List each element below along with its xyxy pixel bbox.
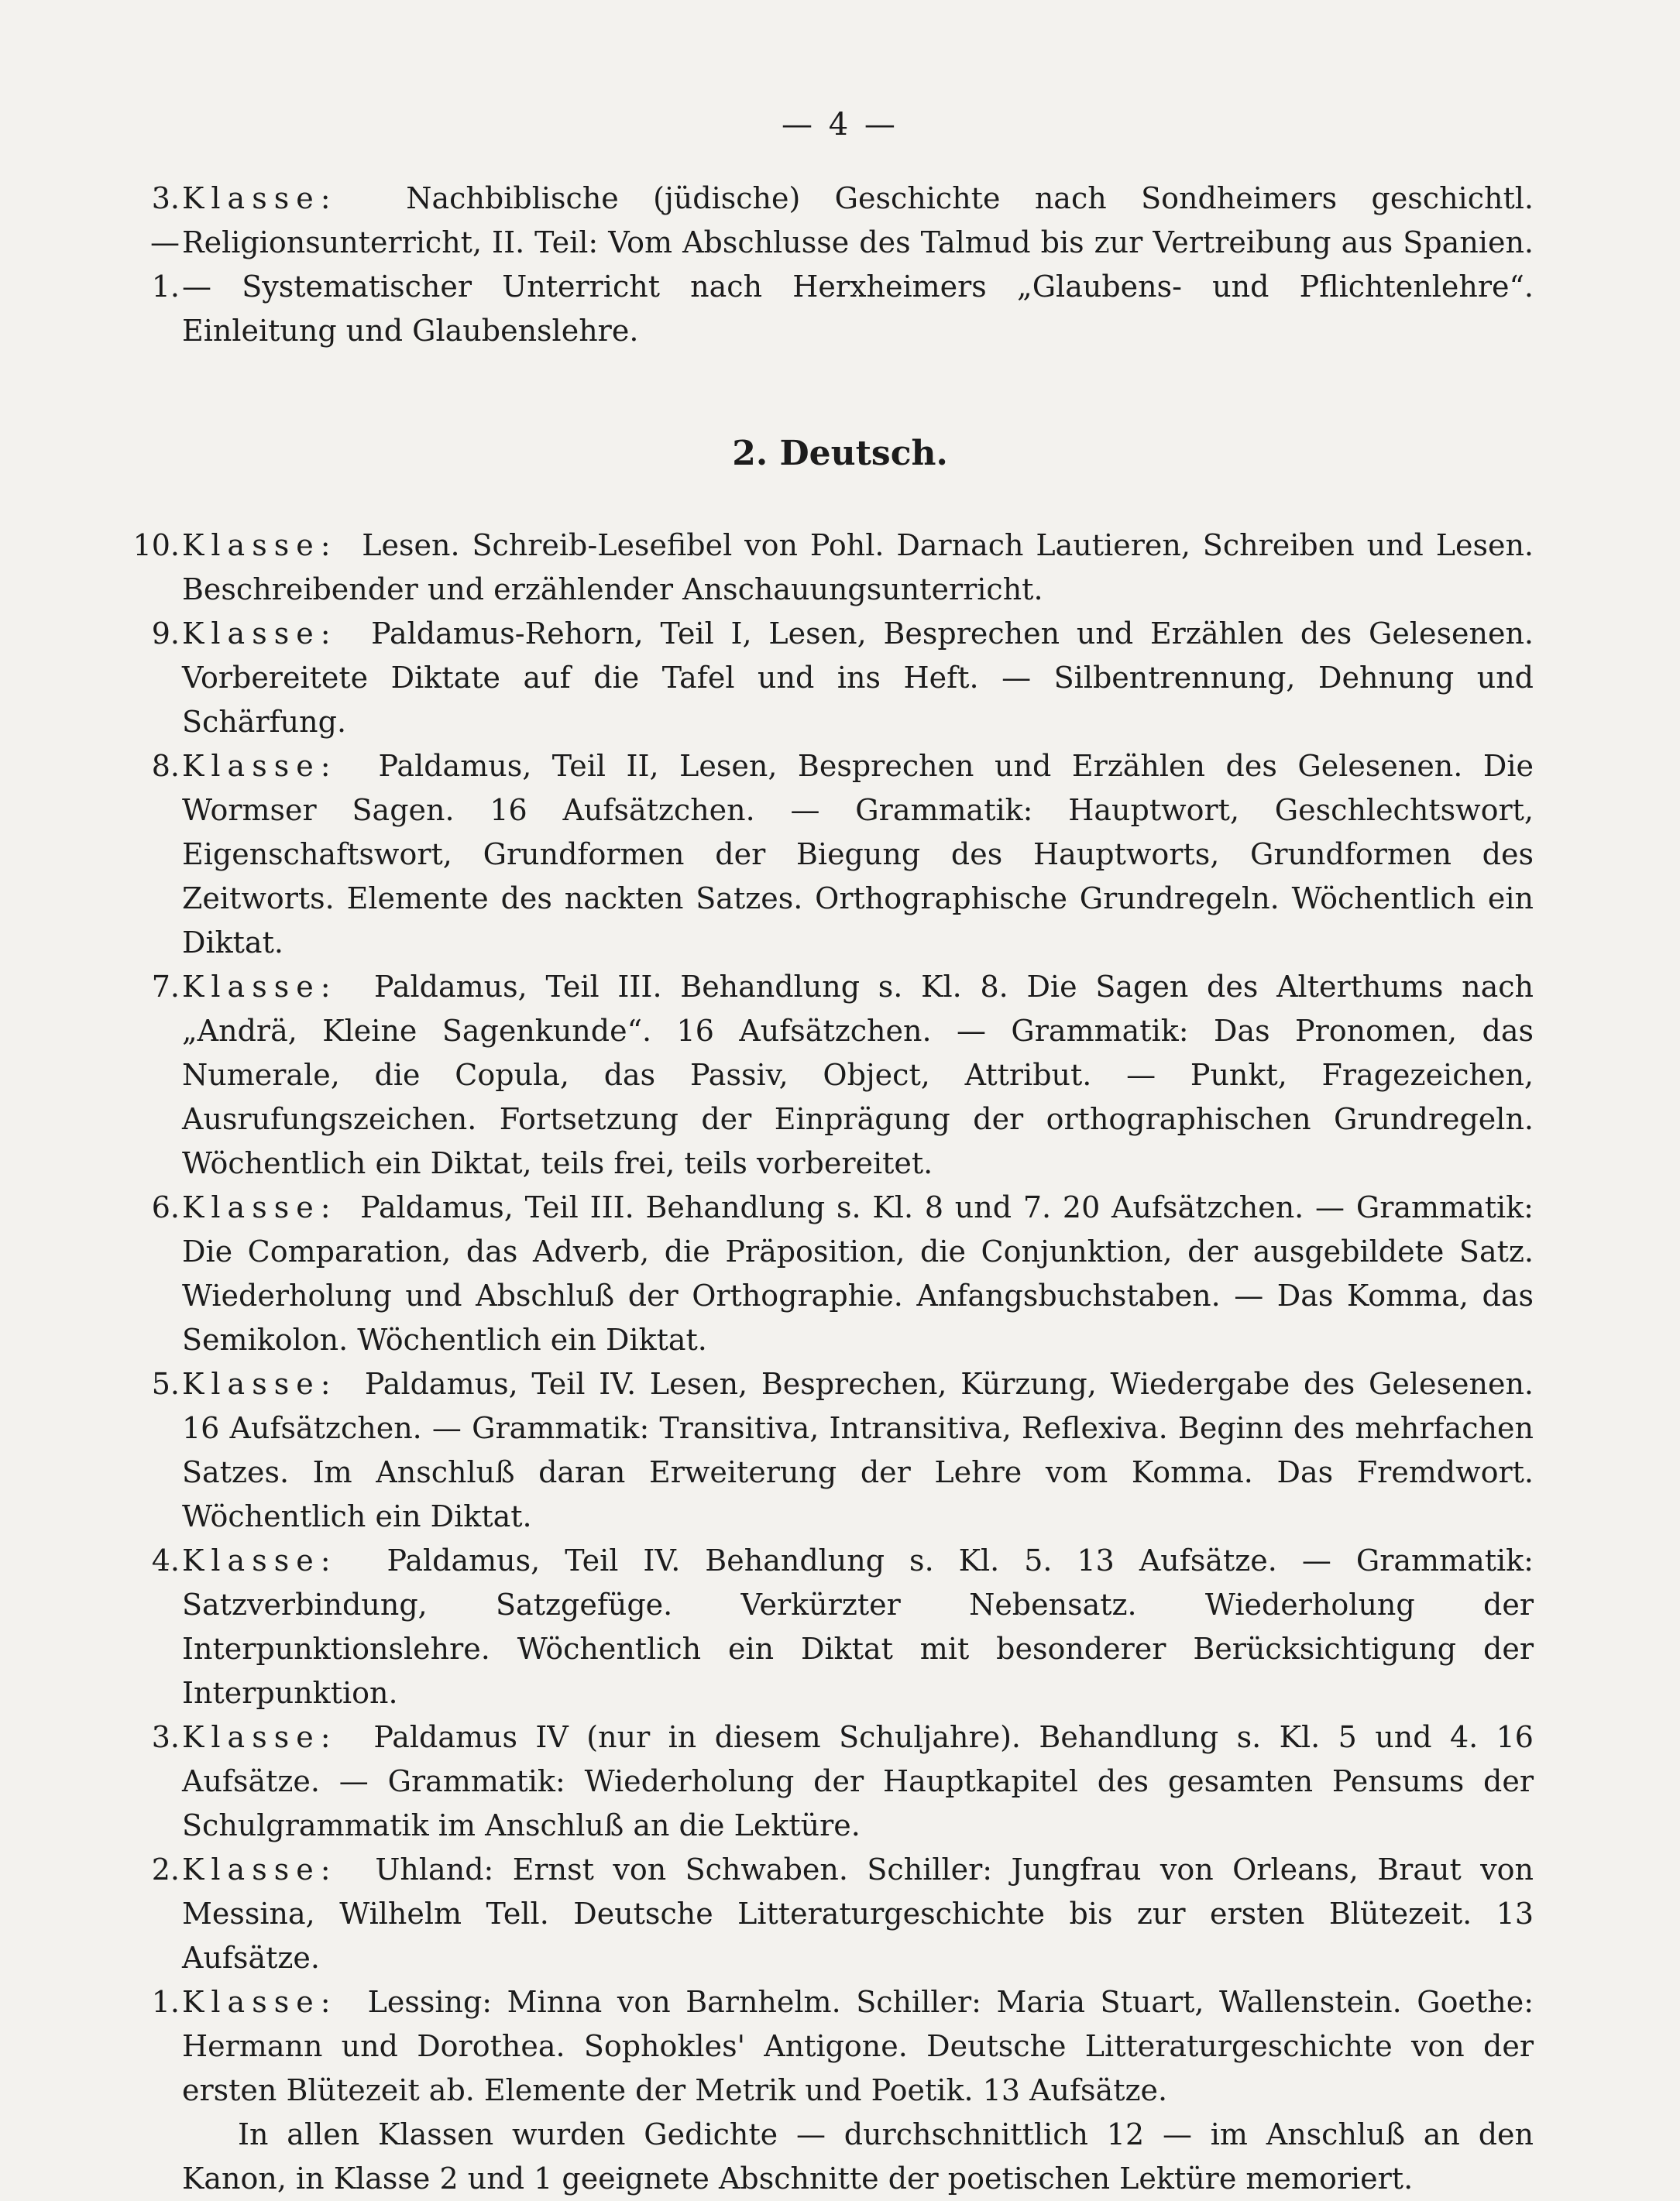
entry-text: Paldamus-Rehorn, Teil I, Lesen, Besprechen und Erzählen des Gelesenen. Vorbereitete Diktate auf die Tafel und ins Heft. — Silbentrennung, Dehnung und Schärfung. [182, 616, 1534, 739]
page-number: — 4 — [782, 107, 898, 142]
entry-text: Uhland: Ernst von Schwaben. Schiller: Jungfrau von Orleans, Braut von Messina, Wilhelm Tell. Deutsche Litteraturgeschichte bis zur ersten Blütezeit. 13 Aufsätze. [182, 1852, 1534, 1975]
entry-text: Lesen. Schreib-Lesefibel von Pohl. Darnach Lautieren, Schreiben und Lesen. Beschreibender und erzählender Anschauungsunterricht. [182, 528, 1534, 606]
class-entry-5 [124, 1362, 1534, 1539]
entry-text: Paldamus, Teil IV. Behandlung s. Kl. 5. 13 Aufsätze. — Grammatik: Satzverbindung, Satzgefüge. Verkürzter Nebensatz. Wiederholung der Interpunktionslehre. Wöchentlich ein Diktat mit besonderer Berücksichtigung der Interpunktion. [182, 1543, 1534, 1710]
klasse-label: Klasse: [182, 1190, 338, 1224]
class-entry-3 [124, 1715, 1534, 1848]
klasse-label: Klasse: [182, 1367, 338, 1401]
religion-section [124, 177, 1534, 353]
entry-number: 10. [132, 528, 180, 562]
class-entry-1 [124, 1980, 1534, 2113]
klasse-label: Klasse: [182, 749, 338, 783]
entry-number: 3.—1. [150, 181, 180, 304]
klasse-label: Klasse: [182, 970, 338, 1004]
closing-paragraph: In allen Klassen wurden Gedichte — durchschnittlich 12 — im Anschluß an den Kanon, in Klasse 2 und 1 geeignete Abschnitte der poetischen Lektüre memoriert. [182, 2117, 1534, 2196]
class-entry-2 [124, 1848, 1534, 1980]
class-entry-10 [124, 524, 1534, 612]
klasse-label: Klasse: [182, 181, 338, 215]
section-heading: 2. Deutsch. [732, 434, 948, 473]
klasse-label: Klasse: [182, 1720, 338, 1754]
religion-entry [124, 177, 1534, 353]
klasse-label: Klasse: [182, 1852, 338, 1887]
entry-text: Lessing: Minna von Barnhelm. Schiller: Maria Stuart, Wallenstein. Goethe: Hermann und Dorothea. Sophokles' Antigone. Deutsche Litteraturgeschichte von der ersten Blütezeit ab. Elemente der Metrik und Poetik. 13 Aufsätze. [182, 1985, 1534, 2107]
entry-number: 9. [151, 616, 180, 651]
klasse-label: Klasse: [182, 528, 338, 562]
entry-text: Paldamus, Teil II, Lesen, Besprechen und Erzählen des Gelesenen. Die Wormser Sagen. 16 Aufsätzchen. — Grammatik: Hauptwort, Geschlechtswort, Eigenschaftswort, Grundformen der Biegung des Hauptworts, Grundformen des Zeitworts. Elemente des nackten Satzes. Orthographische Grundregeln. Wöchentlich ein Diktat. [182, 749, 1534, 960]
entry-text: Paldamus, Teil III. Behandlung s. Kl. 8. Die Sagen des Alterthums nach „Andrä, Kleine Sagenkunde“. 16 Aufsätzchen. — Grammatik: Das Pronomen, das Numerale, die Copula, das Passiv, Object, Attribut. — Punkt, Fragezeichen, Ausrufungszeichen. Fortsetzung der Einprägung der orthographischen Grundregeln. Wöchentlich ein Diktat, teils frei, teils vorbereitet. [182, 970, 1534, 1180]
entry-number: 3. [151, 1720, 180, 1754]
entry-number: 8. [151, 749, 180, 783]
class-entry-9 [124, 612, 1534, 744]
entry-text: Paldamus, Teil IV. Lesen, Besprechen, Kürzung, Wiedergabe des Gelesenen. 16 Aufsätzchen. — Grammatik: Transitiva, Intransitiva, Reflexiva. Beginn des mehrfachen Satzes. Im Anschluß daran Erweiterung der Lehre vom Komma. Das Fremdwort. Wöchentlich ein Diktat. [182, 1367, 1534, 1533]
class-entry-6 [124, 1186, 1534, 1362]
klasse-label: Klasse: [182, 1985, 338, 2019]
entry-number: 4. [151, 1543, 180, 1578]
entry-number: 7. [151, 970, 180, 1004]
entry-text: Paldamus IV (nur in diesem Schuljahre). Behandlung s. Kl. 5 und 4. 16 Aufsätze. — Grammatik: Wiederholung der Hauptkapitel des gesamten Pensums der Schulgrammatik im Anschluß an die Lektüre. [182, 1720, 1534, 1842]
entry-number: 2. [151, 1852, 180, 1887]
entry-number: 5. [151, 1367, 180, 1401]
entry-text: Nachbiblische (jüdische) Geschichte nach Sondheimers geschichtl. Religionsunterricht, II. Teil: Vom Abschlusse des Talmud bis zur Vertreibung aus Spanien. — Systematischer Unterricht nach Herxheimers „Glaubens- und Pflichtenlehre“. Einleitung und Glaubenslehre. [182, 181, 1534, 348]
klasse-label: Klasse: [182, 1543, 338, 1578]
entry-number: 1. [151, 1985, 180, 2019]
class-entry-7 [124, 965, 1534, 1186]
class-entry-8 [124, 744, 1534, 965]
entry-number: 6. [151, 1190, 180, 1224]
klasse-label: Klasse: [182, 616, 338, 651]
deutsch-section [124, 524, 1534, 2201]
entry-text: Paldamus, Teil III. Behandlung s. Kl. 8 und 7. 20 Aufsätzchen. — Grammatik: Die Comparation, das Adverb, die Präposition, die Conjunktion, der ausgebildete Satz. Wiederholung und Abschluß der Orthographie. Anfangsbuchstaben. — Das Komma, das Semikolon. Wöchentlich ein Diktat. [182, 1190, 1534, 1357]
class-entry-4 [124, 1539, 1534, 1715]
